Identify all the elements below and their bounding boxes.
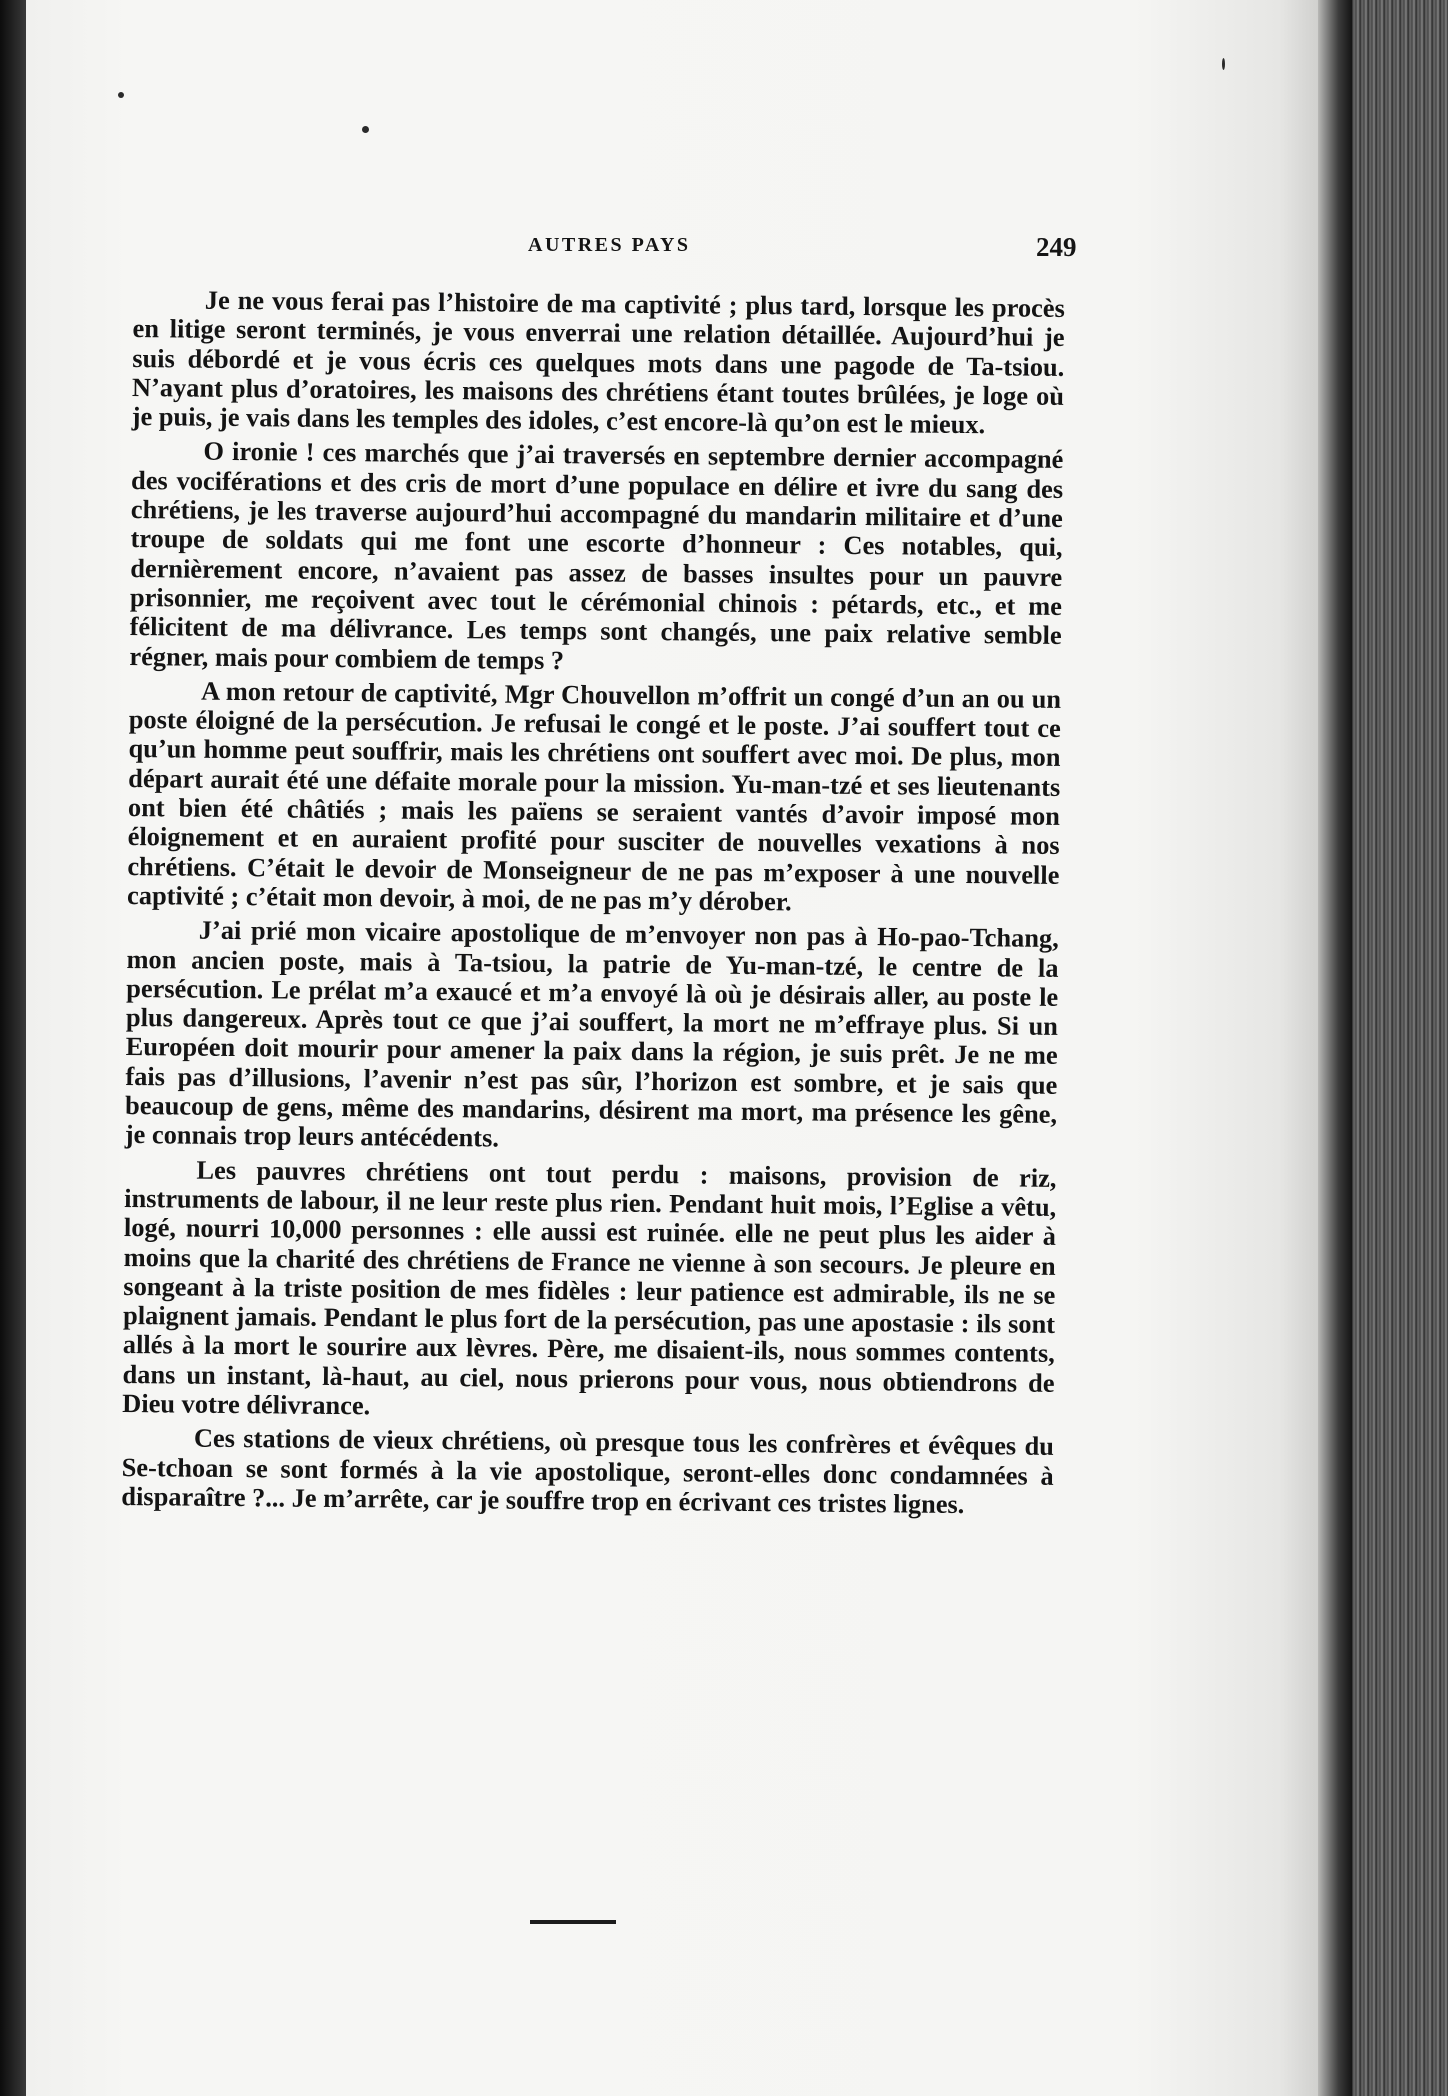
paragraph: A mon retour de captivité, Mgr Chouvellon m’offrit un congé d’un an ou un poste éloigné de la persécution. Je refusai le congé et le poste. J’ai souffert tout ce qu’un homme peut souffrir, mais les chrétiens ont souffert avec moi. De plus, mon départ aurait été une défaite morale pour la mission. Yu-man-tzé et ses lieutenants ont bien été châtiés ; mais les païens se seraient vantés d’avoir imposé mon éloignement et en auraient profité pour susciter de nouvelles vexations à nos chrétiens. C’était le devoir de Monseigneur de ne pas m’exposer à une nouvelle captivité ; c’était mon devoir, à moi, de ne pas m’y dérober. — [127, 675, 1062, 917]
paragraph: O ironie ! ces marchés que j’ai traversés en septembre dernier accompagné des vociférations et des cris de mort d’une populace en délire et ivre du sang des chrétiens, je les traverse aujourd’hui accompagné du mandarin militaire et d’une troupe de soldats qui me font une escorte d’honneur : Ces notables, qui, dernièrement encore, n’avaient pas assez de basses insultes pour un pauvre prisonnier, me reçoivent avec tout le cérémonial chinois : pétards, etc., et me félicitent de ma délivrance. Les temps sont changés, une paix relative semble régner, mais pour combiem de temps ? — [129, 436, 1064, 675]
body-text — [121, 285, 1065, 1525]
ink-speck — [362, 126, 369, 133]
page-header — [0, 232, 1448, 272]
binding-gutter-shadow — [1318, 0, 1352, 2096]
paragraph: Ces stations de vieux chrétiens, où presque tous les confrères et évêques du Se-tchoan se sont formés à la vie apostolique, seront-elles donc condamnées à disparaître ?... Je m’arrête, car je souffre trop en écrivant ces tristes lignes. — [121, 1422, 1055, 1519]
paragraph: Les pauvres chrétiens ont tout perdu : maisons, provision de riz, instruments de labour, il ne leur reste plus rien. Pendant huit mois, l’Eglise a vêtu, logé, nourri 10,000 personnes : elle aussi est ruinée. elle ne peut plus les aider à moins que la charité des chrétiens de France ne vienne à son secours. Je pleure en songeant à la triste position de mes fidèles : leur patience est admirable, ils ne se plaignent jamais. Pendant le plus fort de la persécution, pas une apostasie : ils sont allés à la mort le sourire aux lèvres. Père, me disaient-ils, nous sommes contents, dans un instant, là-haut, au ciel, nous prierons pour vous, nous obtiendrons de Dieu votre délivrance. — [122, 1154, 1057, 1421]
paragraph: J’ai prié mon vicaire apostolique de m’envoyer non pas à Ho-pao-Tchang, mon ancien poste, mais à Ta-tsiou, la patrie de Yu-man-tzé, le centre de la persécution. Le prélat m’a exaucé et m’a envoyé là où je désirais aller, au poste le plus dangereux. Après tout ce que j’ai souffert, la mort ne m’effraye plus. Si un Européen doit mourir pour amener la paix dans la région, je suis prêt. Je ne me fais pas d’illusions, l’avenir n’est pas sûr, l’horizon est sombre, et je sais que beaucoup de gens, même des mandarins, désirent ma mort, ma présence les gêne, je connais trop leurs antécédents. — [124, 914, 1059, 1153]
scan-left-margin — [0, 0, 26, 2096]
page-edges-stack — [1352, 0, 1448, 2096]
end-rule-divider — [530, 1920, 616, 1924]
ink-speck — [118, 92, 124, 98]
ink-speck — [1222, 58, 1225, 70]
paragraph: Je ne vous ferai pas l’histoire de ma captivité ; plus tard, lorsque les procès en litige seront terminés, je vous enverrai une relation détaillée. Aujourd’hui je suis débordé et je vous écris ces quelques mots dans une pagode de Ta-tsiou. N’ayant plus d’oratoires, les maisons des chrétiens étant toutes brûlées, je loge où je puis, je vais dans les temples des idoles, c’est encore-là qu’on est le mieux. — [131, 284, 1065, 440]
running-title: AUTRES PAYS — [528, 234, 691, 256]
page-number: 249 — [1036, 232, 1077, 262]
